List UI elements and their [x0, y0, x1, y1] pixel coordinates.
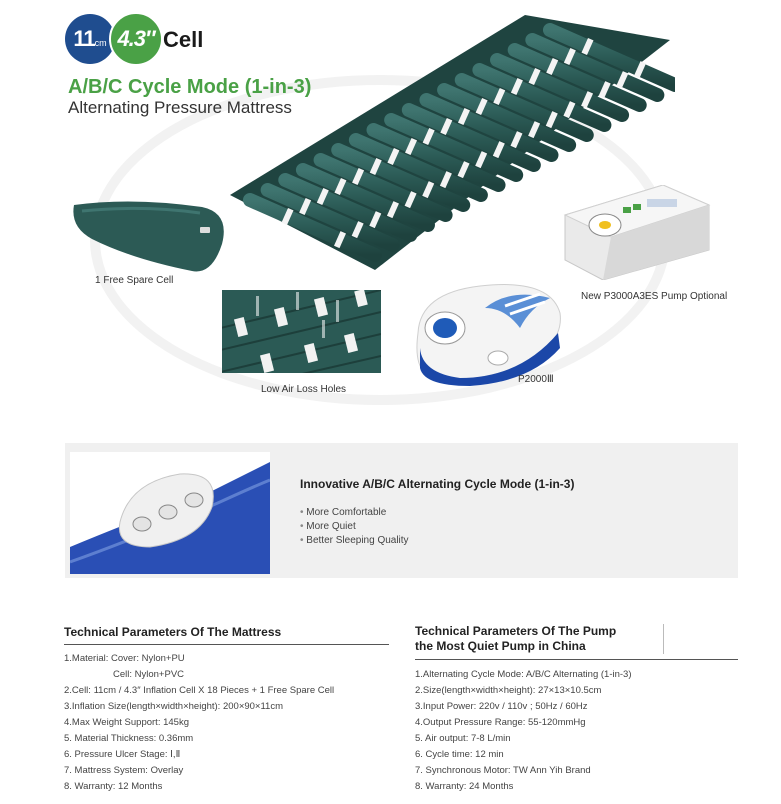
- param-item: 4.Output Pressure Range: 55-120mmHg: [415, 717, 586, 728]
- mattress-params-title: Technical Parameters Of The Mattress: [64, 625, 282, 639]
- cell-word: Cell: [163, 27, 204, 52]
- divider: [64, 644, 389, 645]
- param-item: 6. Pressure Ulcer Stage: Ⅰ,Ⅱ: [64, 749, 181, 760]
- size-in-value: 4.3″: [117, 26, 155, 51]
- pump-optional-image: [563, 185, 711, 280]
- low-air-loss-label: Low Air Loss Holes: [261, 384, 347, 395]
- feature-title: Innovative A/B/C Alternating Cycle Mode (1-in-3): [300, 477, 575, 491]
- feature-list: [300, 506, 409, 548]
- param-item: 6. Cycle time: 12 min: [415, 749, 504, 760]
- param-item: 2.Cell: 11cm / 4.3″ Inflation Cell X 18 Pieces + 1 Free Spare Cell: [64, 685, 335, 696]
- pump-params-list: [415, 667, 632, 795]
- divider: [663, 624, 664, 654]
- param-item: 3.Input Power: 220v / 110v ; 50Hz / 60Hz: [415, 701, 588, 712]
- size-in-badge: [109, 12, 163, 66]
- param-item: 5. Material Thickness: 0.36mm: [64, 733, 194, 744]
- param-item: 1.Material: Cover: Nylon+PU: [64, 653, 185, 664]
- headline: A/B/C Cycle Mode (1-in-3): [68, 76, 312, 98]
- param-item: 3.Inflation Size(length×width×height): 200×90×11cm: [64, 701, 284, 712]
- subhead: Alternating Pressure Mattress: [68, 98, 292, 117]
- connector-closeup-image: [70, 452, 270, 574]
- divider: [415, 659, 738, 660]
- feature-band: [65, 443, 738, 578]
- param-item: 8. Warranty: 24 Months: [415, 781, 514, 792]
- size-cm-unit: cm: [94, 37, 107, 48]
- low-air-loss-image: [222, 290, 381, 373]
- param-item: 4.Max Weight Support: 145kg: [64, 717, 189, 728]
- pump-params-title-line1: Technical Parameters Of The Pump: [415, 624, 617, 638]
- param-item: 1.Alternating Cycle Mode: A/B/C Alternating (1-in-3): [415, 669, 632, 680]
- feature-bullet: • More Quiet: [300, 520, 409, 534]
- spare-cell-image: [72, 199, 232, 279]
- size-cm-value: 11: [73, 26, 95, 51]
- param-item: 2.Size(length×width×height): 27×13×10.5cm: [415, 685, 602, 696]
- param-item: Cell: Nylon+PVC: [113, 669, 185, 680]
- spare-cell-label: 1 Free Spare Cell: [95, 275, 174, 286]
- param-item: 7. Mattress System: Overlay: [64, 765, 184, 776]
- size-cm-badge: [65, 14, 115, 64]
- pump-params-title: [415, 624, 616, 654]
- mattress-params-list: [64, 651, 334, 795]
- param-item: 8. Warranty: 12 Months: [64, 781, 163, 792]
- pump-params-title-line2: the Most Quiet Pump in China: [415, 639, 586, 653]
- pump-p2000-image: [410, 278, 565, 388]
- feature-bullet: • More Comfortable: [300, 506, 409, 520]
- pump-optional-label: New P3000A3ES Pump Optional: [581, 291, 728, 302]
- feature-bullet: • Better Sleeping Quality: [300, 534, 409, 548]
- pump-p2000-label: P2000Ⅲ: [518, 374, 554, 385]
- param-item: 5. Air output: 7-8 L/min: [415, 733, 511, 744]
- param-item: 7. Synchronous Motor: TW Ann Yih Brand: [415, 765, 591, 776]
